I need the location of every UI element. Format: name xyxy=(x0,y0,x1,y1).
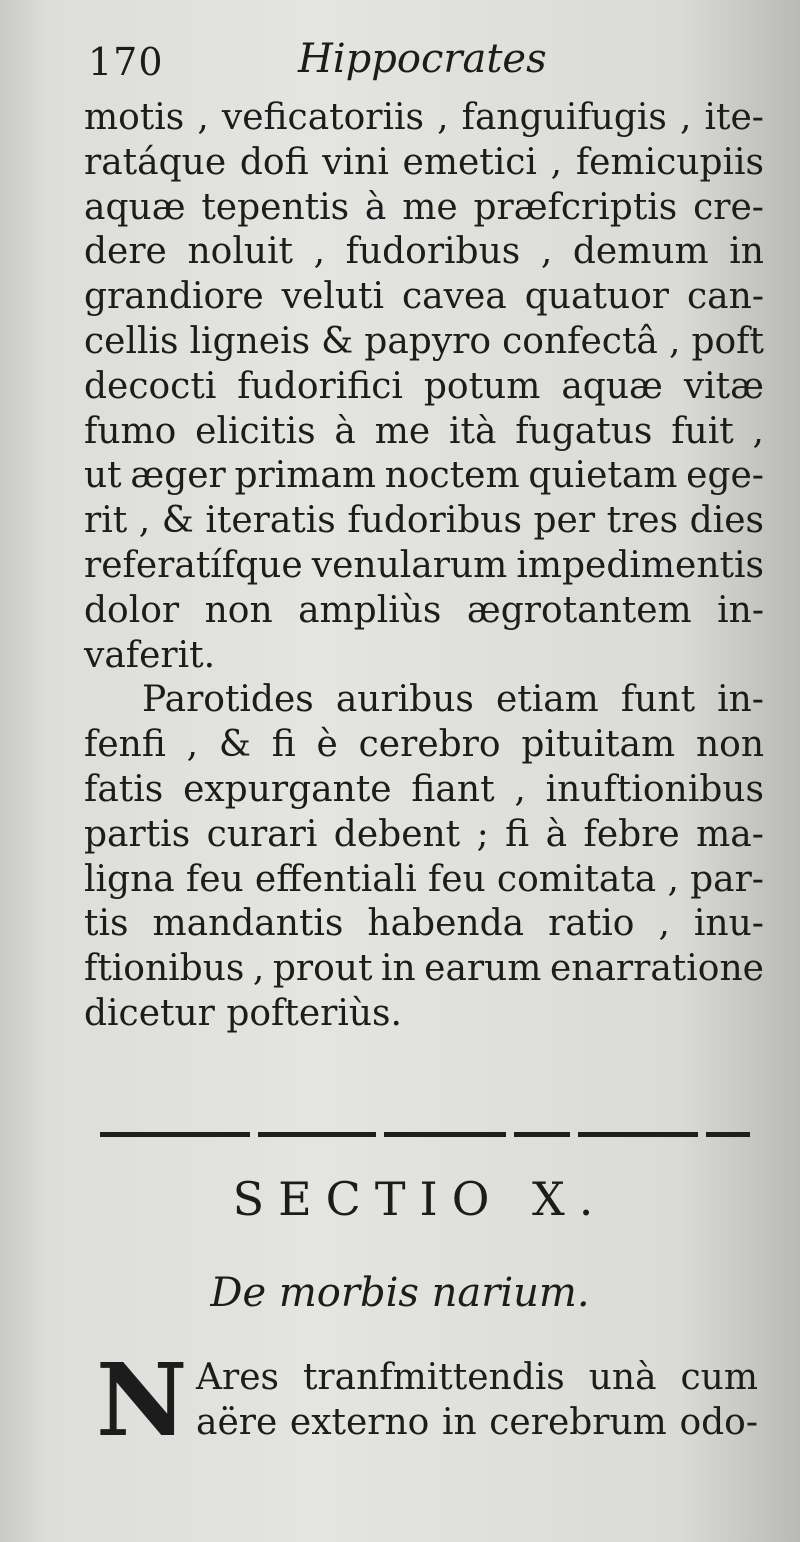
text-line: ligna feu effentiali feu comitata , par- xyxy=(84,858,764,900)
text-line: ftionibus , prout in earum enarratione xyxy=(84,948,764,990)
divider-segment xyxy=(100,1132,250,1137)
text-line: Ares tranfmittendis unà cum xyxy=(196,1357,758,1398)
text-line: vaferit. xyxy=(84,634,216,676)
divider-segment xyxy=(384,1132,506,1137)
paragraph-1 xyxy=(84,96,764,678)
body-text xyxy=(84,96,764,1037)
text-line: fumo elicitis à me ità fugatus fuit , xyxy=(84,410,764,452)
text-line: tis mandantis habenda ratio , inu- xyxy=(84,903,764,945)
text-line: Parotides auribus etiam funt in- xyxy=(142,679,764,721)
section-heading: SECTIO X. xyxy=(232,1172,608,1226)
text-line: ratáque dofi vini emetici , femicupiis xyxy=(84,141,764,183)
divider-segment xyxy=(578,1132,698,1137)
drop-cap-initial: N xyxy=(96,1341,188,1459)
paragraph-2 xyxy=(84,678,764,1036)
section-subtitle: De morbis narium. xyxy=(210,1270,590,1316)
section-divider-rule xyxy=(100,1126,750,1144)
text-line: motis , veficatoriis , fanguifugis , ite- xyxy=(84,97,764,138)
divider-segment xyxy=(258,1132,376,1137)
paragraph-3-lines xyxy=(196,1356,758,1446)
running-title: Hippocrates xyxy=(298,36,547,82)
divider-segment xyxy=(514,1132,570,1137)
text-line: ut æger primam noctem quietam ege- xyxy=(84,455,764,497)
divider-segment xyxy=(706,1132,750,1137)
text-line: aëre externo in cerebrum odo- xyxy=(196,1401,758,1443)
text-line: referatífque venularum impedimentis xyxy=(84,544,764,586)
text-line: partis curari debent ; fi à febre ma- xyxy=(84,813,764,855)
text-line: aquæ tepentis à me præfcriptis cre- xyxy=(84,186,764,228)
text-line: dere noluit , fudoribus , demum in xyxy=(84,231,764,273)
page-header xyxy=(88,36,760,90)
text-line: dicetur pofteriùs. xyxy=(84,992,402,1034)
text-line: grandiore veluti cavea quatuor can- xyxy=(84,276,764,318)
page-number: 170 xyxy=(88,40,164,84)
text-line: rit , & iteratis fudoribus per tres dies xyxy=(84,500,764,542)
text-line: cellis ligneis & papyro confectâ , poft xyxy=(84,320,764,362)
text-line: fenfi , & fi è cerebro pituitam non xyxy=(84,724,764,766)
text-line: dolor non ampliùs ægrotantem in- xyxy=(84,589,764,631)
text-line: decocti fudorifici potum aquæ vitæ xyxy=(84,365,764,407)
text-line: fatis expurgante fiant , inuftionibus xyxy=(84,768,764,810)
